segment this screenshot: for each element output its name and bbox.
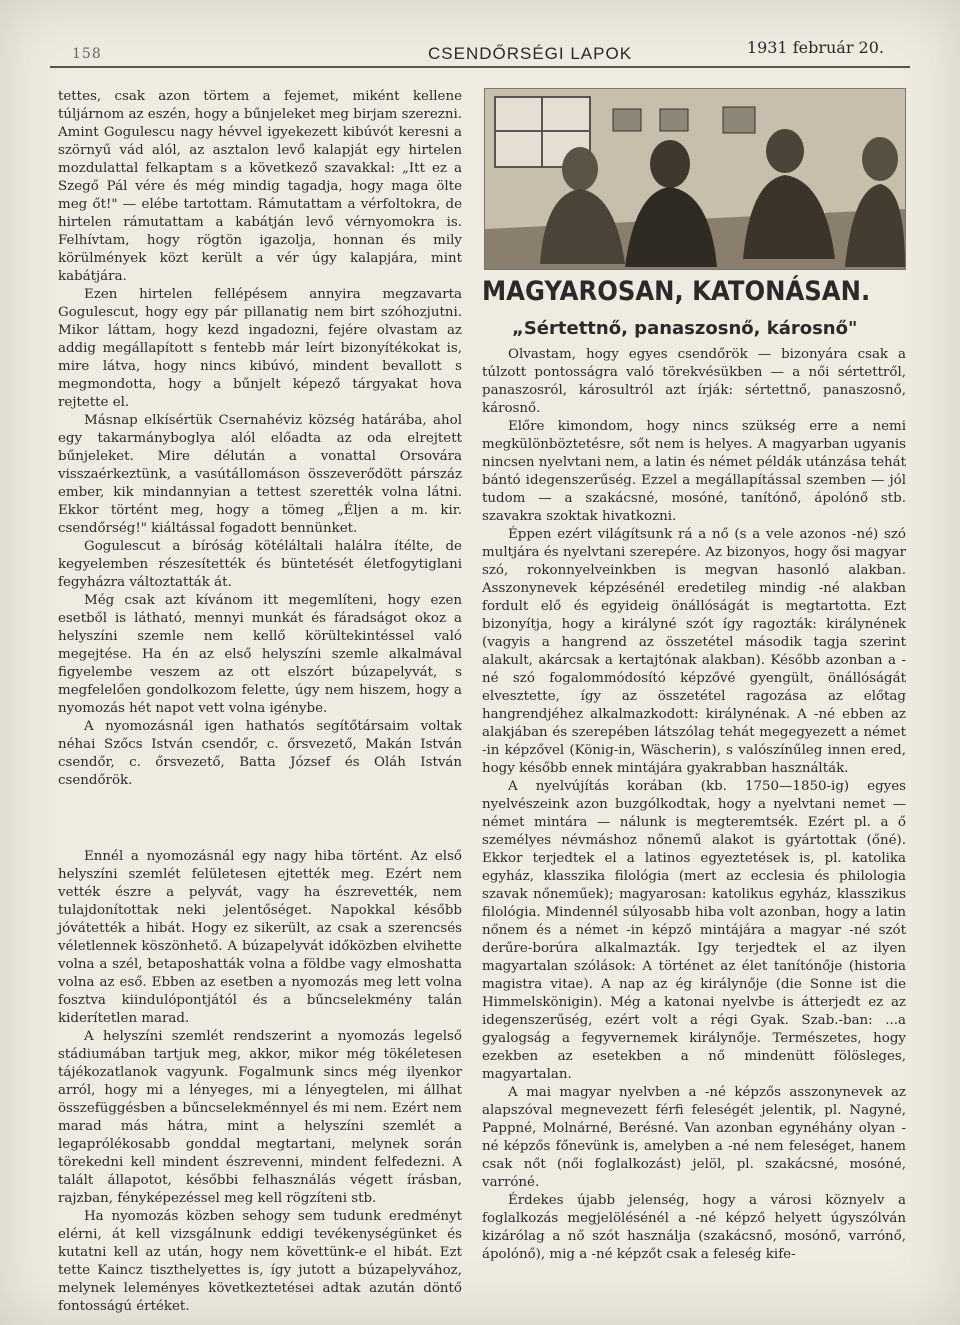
left-paragraph: A nyomozásnál igen hathatós segítőtársaim voltak néhai Szőcs István csendőr, c. őrsvezető, Makán István csendőr, c. őrsvezető, Batta József és Oláh István csendőrök. [58,719,462,788]
left-paragraph: A helyszíni szemlét rendszerint a nyomozás legelső stádiumában tartjuk meg, akkor, mikor még tökéletesen tájékozatlanok vagyunk. Fogalmunk sincs még ilyenkor arról, hogy mi a lényeges, mi a lényegtelen, mi állhat összefüggésben a bűncselekménnyel és mi nem. Ezért nem marad más hátra, mint a helyszíni szemlét a legaprólékosabb gonddal megtartani, melynek során törekedni kell mindent észrevenni, mindent felfedezni. A talált állapotot, későbbi felhasználás végett írásban, rajzban, fényképezéssel meg kell rögzíteni stb. [58,1029,462,1206]
left-paragraph: tettes, csak azon törtem a fejemet, miként kellene túljárnom az eszén, hogy a bűnjeleket meg birjam szerezni. Amint Gogulescu nagy hévvel igyekezett kibúvót keresni a szörnyű vád alól, az asztalon levő kalapját egy hirtelen mozdulattal felkaptam s a következő szavakkal: „Itt ez a Szegő Pál vére és még mindig tagadja, hogy maga ölte meg őt!" — elébe tartottam. Rámutattam a vérfoltokra, de hirtelen rámutattam a kabátján levő vérnyomokra is. Felhívtam, hogy rögtön igazolja, honnan és mily körülmények közt került a vér úgy kalapjára, mint kabátjára. [58,89,462,284]
page-header [50,36,910,68]
article-paragraph: Éppen ezért világítsunk rá a nő (s a vele azonos -né) szó multjára és nyelvtani szerepére. Az bizonyos, hogy ősi magyar szó, rokonnyelveinkben is megvan hasonló alakban. Asszonynevek képzésénél eredetileg mindig -né alakban fordult elő és egyideig önállóságát is megtartotta. Ezt bizonyítja, hogy a királyné szót így ragozták: királynének (vagyis a hangrend az összetétel második tagja szerint alakult, akárcsak a kertajtónak alakban). Később azonban a -né szó fogalommódosító képzővé gyengült, önállóságát elvesztette, így az összetétel ragozása az előtag hangrendjéhez alkalmazkodott: királynénak. A -né ebben az alakjában és szerepében látszólag tehát megegyezett a német -in képzővel (König-in, Wäscherin), s valószínűleg innen ered, hogy később ennek mintájára gyakrabban használták. [482,527,906,776]
left-paragraph: Még csak azt kívánom itt megemlíteni, hogy ezen esetből is látható, mennyi munkát és fáradságot okoz a helyszíni szemle nem kellő körültekintéssel való megejtése. Ha én az első helyszíni szemle alkalmával figyelembe veszem az ott elszórt búzapelyvát, s megfelelően gondolkozom felette, úgy nem hiszem, hogy a nyomozás hét napot vett volna igénybe. [58,593,462,716]
left-paragraph: Ennél a nyomozásnál egy nagy hiba történt. Az első helyszíni szemlét felületesen ejtették meg. Ezért nem vették észre a pelyvát, vagy ha észrevették, nem tulajdonítottak neki jelentőséget. Napokkal később jóvátették a hibát. Hogy ez sikerült, az csak a szerencsés véletlennek köszönhető. A búzapelyvát időközben elvihette volna a szél, betaposhatták volna a földbe vagy elmoshatta volna az eső. Ebben az esetben a nyomozás meg lett volna fosztva kiindulópontjától és a bűncselekmény talán kiderítetlen marad. [58,849,462,1026]
article-paragraph: A nyelvújítás korában (kb. 1750—1850-ig) egyes nyelvészeink azon buzgólkodtak, hogy a nyelvtani nemet — német mintára — nálunk is megteremtsék. Ezért pl. a ő személyes névmáshoz nőnemű alakot is gyártottak (őné). Ekkor terjedtek el a latinos egyeztetések is, pl. katolika egyház, klasszika filológia (mert az ecclesia és philologia szavak nőneműek); magyarosan: katolikus egyház, klasszikus filológia. Mindennél súlyosabb hiba volt azonban, hogy a latin nőnem és a német -in képző mintájára a magyar -né szót derűre-borúra alkalmazták. Igy terjedtek el az ilyen magyartalan szólások: A történet az élet tanítónője (historia magistra vitae). A nap az ég királynője (die Sonne ist die Himmelskönigin). Még a katonai nyelvbe is átterjedt ez az idegenszerűség, ezért volt a régi Gyak. Szab.-ban: ...a gyalogság a fegyvernemek királynője. Természetes, hogy ezekben az esetekben a nő mindenütt fölösleges, magyartalan. [482,779,906,1082]
article-masthead: MAGYAROSAN, KATONÁSAN. [482,276,871,307]
left-paragraph: Ezen hirtelen fellépésem annyira megzavarta Gogulescut, hogy egy pár pillanatig nem birt szóhozjutni. Mikor láttam, hogy kezd ingadozni, fejére olvastam az addig megállapított s fentebb már leírt bizonyítékokat is, mire látva, hogy nincs kibúvó, mindent bevallott s megmondotta, hogy a bűnjelt képező tárgyakat hova rejtette el. [58,287,462,410]
publication-title: CSENDŐRSÉGI LAPOK [428,44,633,63]
left-paragraph: Gogulescut a bíróság kötéláltali halálra ítélte, de kegyelemben részesítették és büntetését életfogytiglani fegyházra változtatták át. [58,539,462,590]
left-column [58,88,462,1314]
illustration [484,88,906,270]
article-paragraph: Érdekes újabb jelenség, hogy a városi köznyelv a foglalkozás megjelölésénél a -né képző helyett úgyszólván kizárólag a nő szót használja (szakácsnő, mosónő, varrónő, ápolónő), mig a -né képzőt csak a feleség kife- [482,1193,906,1262]
issue-date: 1931 február 20. [746,38,884,57]
left-paragraph: Ha nyomozás közben sehogy sem tudunk eredményt elérni, át kell vizsgálnunk eddigi tevékenységünket és kutatni kell az után, hogy nem követtünk-e el hibát. Ezt tette Kaincz tiszthelyettes is, így jutott a búzapelyvához, melynek leleményes következtetései adtak azután döntő fontosságú értéket. [58,1209,462,1314]
right-column [482,346,906,1276]
page-number: 158 [72,46,102,62]
article-paragraph: Olvastam, hogy egyes csendőrök — bizonyára csak a túlzott pontosságra való törekvésükben — a női sértettről, panaszosról, károsultról azt írják: sértettnő, panaszosnő, károsnő. [482,347,906,416]
article-paragraph: A mai magyar nyelvben a -né képzős asszonynevek az alapszóval megnevezett férfi feleségét jelentik, pl. Nagyné, Pappné, Molnárné, Berésné. Van azonban egynéhány olyan -né képzős főnevünk is, amelyben a -né nem feleséget, hanem csak nőt (női foglalkozást) jelöl, pl. szakácsné, mosóné, varróné. [482,1085,906,1190]
left-paragraph: Másnap elkísértük Csernahéviz község határába, ahol egy takarmányboglya alól előadta az oda elrejtett bűnjeleket. Mire délután a vonattal Orsovára visszaérkeztünk, a vasútállomáson összeverődött párszáz ember, kik mindannyian a tettest szerették volna látni. Ekkor történt meg, hogy a tömeg „Éljen a m. kir. csendőrség!" kiáltással fogadott bennünket. [58,413,462,536]
article-subtitle: „Sértettnő, panaszosnő, károsnő" [512,318,858,339]
soldiers-writing-illustration [485,89,905,269]
article-paragraph: Előre kimondom, hogy nincs szükség erre a nemi megkülönböztetésre, sőt nem is helyes. A magyarban ugyanis nincsen nyelvtani nem, a latin és német példák utánzása tehát bántó idegenszerűség. Ezzel a megállapítással szemben — jól tudom — a szakácsné, mosóné, tanítónő, ápolónő stb. szavakra szoktak hivatkozni. [482,419,906,524]
